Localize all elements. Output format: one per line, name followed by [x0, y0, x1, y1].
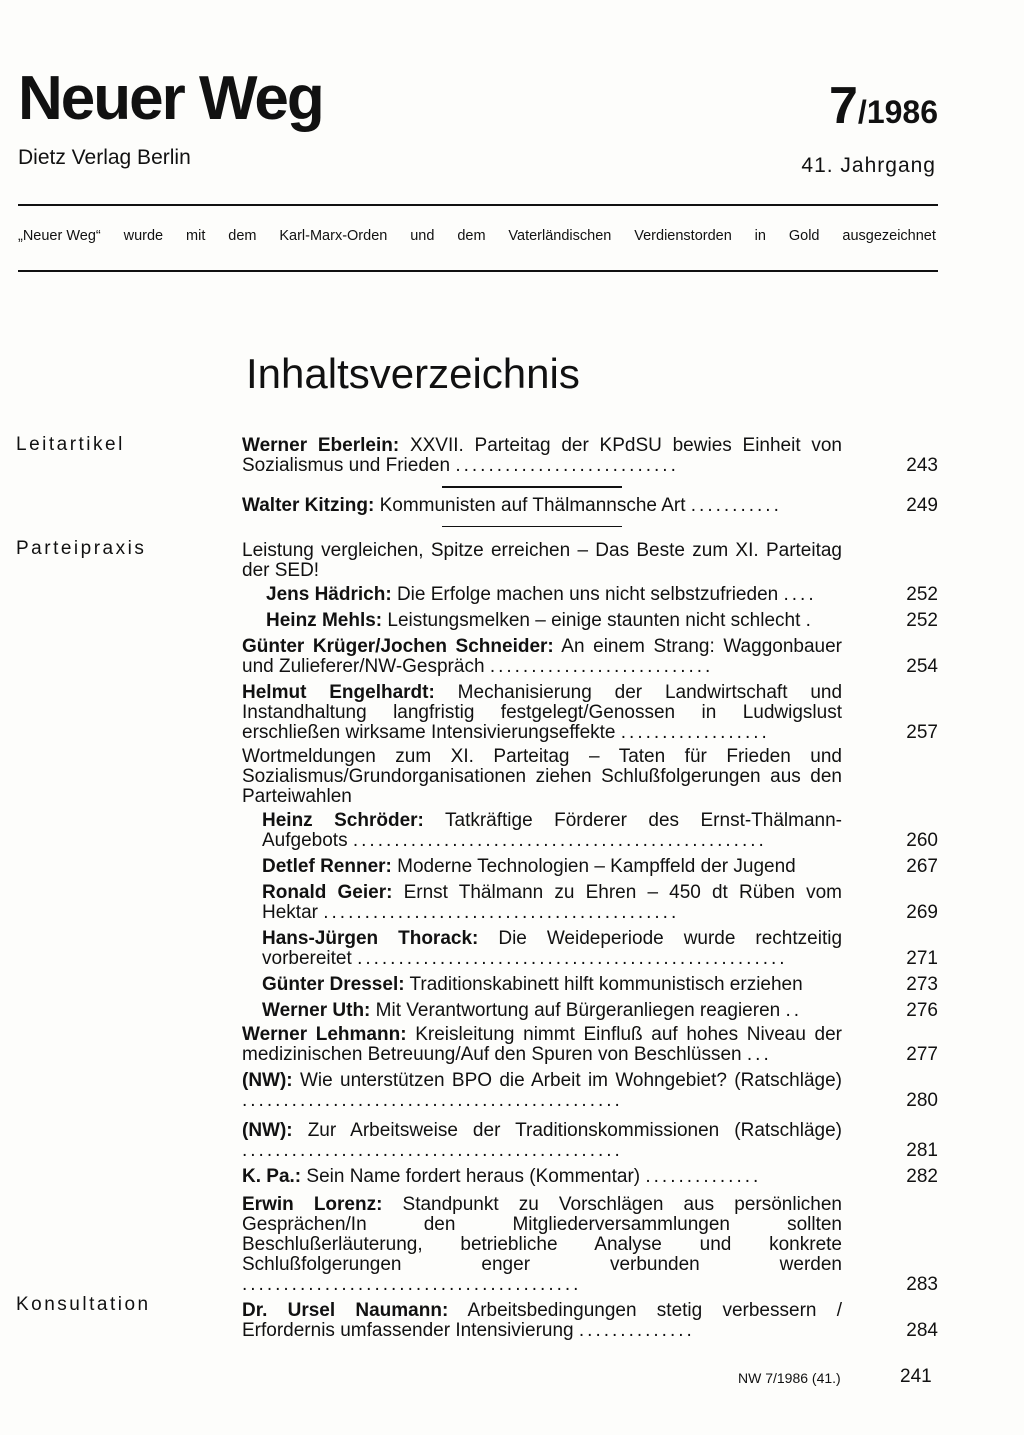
- entry-author: Heinz Schröder:: [262, 810, 424, 831]
- toc-entry[interactable]: [242, 682, 938, 743]
- leader-dots: ...........: [690, 494, 782, 516]
- leader-dots: ...........................................: [323, 902, 680, 923]
- entry-author: (NW):: [242, 1120, 293, 1141]
- leader-dots: ..: [785, 1000, 803, 1021]
- entry-separator: [442, 526, 622, 528]
- bottom-rule: [18, 270, 938, 272]
- toc-entry[interactable]: [262, 856, 938, 877]
- top-rule: [18, 204, 938, 206]
- entry-title: Wie unterstützen BPO die Arbeit im Wohngebiet? (Ratschläge): [299, 1070, 842, 1091]
- entry-title: Zur Arbeitsweise der Traditionskommissionen (Ratschläge): [307, 1120, 842, 1141]
- entry-page: 269: [906, 902, 938, 923]
- toc-entry[interactable]: [262, 810, 938, 851]
- award-word: dem: [228, 228, 257, 244]
- toc-entry[interactable]: [262, 928, 938, 969]
- entry-author: K. Pa.:: [242, 1166, 302, 1187]
- toc-entry[interactable]: [242, 636, 938, 677]
- toc-entry[interactable]: [242, 1166, 938, 1187]
- entry-title: XXVII. Parteitag der KPdSU bewies Einheit von Sozialismus und Frieden: [242, 435, 842, 476]
- entry-page: 252: [906, 584, 938, 605]
- leader-dots: ...: [746, 1044, 772, 1065]
- entry-title: Die Erfolge machen uns nicht selbstzufrieden: [396, 584, 779, 605]
- entry-author: Detlef Renner:: [262, 856, 392, 877]
- entry-page: 280: [906, 1090, 938, 1111]
- entry-author: Hans-Jürgen Thorack:: [262, 928, 479, 949]
- issue-number: [829, 77, 938, 135]
- leader-dots: ....................................................: [357, 948, 788, 969]
- award-word: in: [754, 228, 766, 244]
- entry-title: Mit Verantwortung auf Bürgeranliegen reagieren: [375, 1000, 781, 1021]
- entry-author: Werner Lehmann:: [242, 1024, 407, 1045]
- entry-title: Tatkräftige Förderer des Ernst-Thälmann-Aufgebots: [262, 810, 843, 851]
- leader-dots: ..............................................: [242, 1090, 623, 1111]
- entry-title: Standpunkt zu Vorschlägen aus persönlichen Gesprächen/In den Mitgliederversammlungen sollten Beschlußerläuterung, betriebliche Analyse und konkrete Schlußfolgerungen enger verbunden werden: [242, 1194, 842, 1275]
- entry-author: Werner Eberlein:: [242, 435, 400, 456]
- entry-title: Die Weideperiode wurde rechtzeitig vorbereitet: [262, 928, 843, 969]
- entry-author: (NW):: [242, 1070, 293, 1091]
- toc-entry[interactable]: [242, 1300, 938, 1341]
- entry-title: An einem Strang: Waggonbauer und Zulieferer/NW-Gespräch: [242, 636, 842, 677]
- leader-dots: ..................................................: [352, 830, 767, 851]
- entry-title: Sein Name fordert heraus (Kommentar): [306, 1166, 641, 1187]
- section-parteipraxis: Parteipraxis: [16, 538, 147, 559]
- entry-page: 243: [906, 455, 938, 476]
- section-leitartikel: Leitartikel: [16, 434, 125, 455]
- award-word: Verdienstorden: [634, 228, 732, 244]
- entry-page: 252: [906, 610, 938, 631]
- leader-dots: .........................................: [242, 1274, 582, 1295]
- entry-author: Werner Uth:: [262, 1000, 371, 1021]
- toc-entry[interactable]: [242, 541, 890, 581]
- toc-entry[interactable]: [242, 1070, 938, 1111]
- toc-entry[interactable]: [242, 1024, 938, 1065]
- leader-dots: ....: [783, 584, 817, 605]
- footer-page-number: 241: [900, 1366, 932, 1387]
- leader-dots: ..............................................: [242, 1140, 623, 1161]
- entry-author: Erwin Lorenz:: [242, 1194, 383, 1215]
- entry-title: Traditionskabinett hilft kommunistisch erziehen: [409, 974, 803, 995]
- entry-author: Günter Krüger/Jochen Schneider:: [242, 636, 554, 657]
- leader-dots: ...........................: [455, 455, 679, 476]
- entry-title: Mechanisierung der Landwirtschaft und Instandhaltung langfristig festgelegt/Genossen in Ludwigslust erschließen wirksame Intensivierungseffekte: [242, 682, 843, 743]
- toc-entry[interactable]: [242, 494, 938, 516]
- issue-number-value: 7: [829, 77, 858, 135]
- leader-dots: ...........................: [489, 656, 714, 677]
- award-word: Gold: [788, 228, 820, 244]
- toc-entry[interactable]: [242, 1194, 938, 1295]
- entry-author: Walter Kitzing:: [242, 494, 375, 516]
- entry-author: Heinz Mehls:: [266, 610, 383, 631]
- toc-entry[interactable]: [242, 747, 890, 807]
- award-word: und: [410, 228, 435, 244]
- entry-page: 254: [906, 656, 938, 677]
- toc-entries: [242, 432, 938, 1341]
- leader-dots: ..............: [645, 1166, 762, 1187]
- entry-page: 249: [906, 494, 938, 516]
- toc-heading: Inhaltsverzeichnis: [246, 350, 580, 397]
- entry-title: Ernst Thälmann zu Ehren – 450 dt Rüben vom Hektar: [262, 882, 843, 923]
- entry-page: 271: [906, 948, 938, 969]
- entry-title: Wortmeldungen zum XI. Parteitag – Taten für Frieden und Sozialismus/Grundorganisationen ziehen Schlußfolgerungen aus den Parteiwahlen: [242, 746, 842, 807]
- toc-entry[interactable]: [262, 1000, 938, 1021]
- entry-page: 257: [906, 722, 938, 743]
- award-word: mit: [186, 228, 206, 244]
- award-word: dem: [457, 228, 486, 244]
- entry-page: 267: [906, 856, 938, 877]
- award-word: „Neuer Weg“: [18, 228, 101, 244]
- award-word: wurde: [123, 228, 164, 244]
- entry-page: 273: [906, 974, 938, 995]
- entry-page: 277: [906, 1044, 938, 1065]
- toc-entry[interactable]: [242, 435, 938, 476]
- entry-author: Dr. Ursel Naumann:: [242, 1300, 449, 1321]
- entry-page: 276: [906, 1000, 938, 1021]
- entry-title: Leistung vergleichen, Spitze erreichen – Das Beste zum XI. Parteitag der SED!: [242, 540, 842, 581]
- entry-title: Kommunisten auf Thälmannsche Art: [379, 494, 686, 516]
- entry-page: 260: [906, 830, 938, 851]
- leader-dots: ..................: [620, 722, 770, 743]
- award-word: Karl-Marx-Orden: [279, 228, 388, 244]
- entry-page: 284: [906, 1320, 938, 1341]
- award-word: ausgezeichnet: [842, 228, 936, 244]
- entry-title: Arbeitsbedingungen stetig verbessern / Erfordernis umfassender Intensivierung: [242, 1300, 843, 1341]
- entry-author: Ronald Geier:: [262, 882, 393, 903]
- volume: 41. Jahrgang: [801, 154, 936, 177]
- entry-author: Jens Hädrich:: [266, 584, 392, 605]
- toc-entry[interactable]: [242, 1120, 938, 1161]
- leader-dots: ..............: [578, 1320, 695, 1341]
- entry-title: Moderne Technologien – Kampffeld der Jugend: [397, 856, 796, 877]
- entry-title: Leistungsmelken – einige staunten nicht schlecht: [387, 610, 801, 631]
- entry-page: 282: [906, 1166, 938, 1187]
- entry-title: Kreisleitung nimmt Einfluß auf hohes Niveau der medizinischen Betreuung/Auf den Spuren von Beschlüssen: [242, 1024, 842, 1065]
- entry-author: Günter Dressel:: [262, 974, 405, 995]
- section-konsultation: Konsultation: [16, 1294, 151, 1315]
- entry-author: Helmut Engelhardt:: [242, 682, 435, 703]
- journal-title: Neuer Weg: [18, 64, 323, 133]
- toc-entry[interactable]: [266, 610, 938, 631]
- issue-year: /1986: [857, 94, 938, 130]
- toc-entry[interactable]: [266, 584, 938, 605]
- award-notice: [18, 228, 936, 244]
- publisher: Dietz Verlag Berlin: [18, 146, 191, 169]
- award-word: Vaterländischen: [508, 228, 612, 244]
- entry-page: 283: [906, 1274, 938, 1295]
- footer-issue-ref: NW 7/1986 (41.): [738, 1370, 841, 1386]
- leader-dots: .: [805, 610, 814, 631]
- entry-page: 281: [906, 1140, 938, 1161]
- toc-entry[interactable]: [262, 974, 938, 995]
- entry-separator: [442, 486, 622, 488]
- toc-entry[interactable]: [262, 882, 938, 923]
